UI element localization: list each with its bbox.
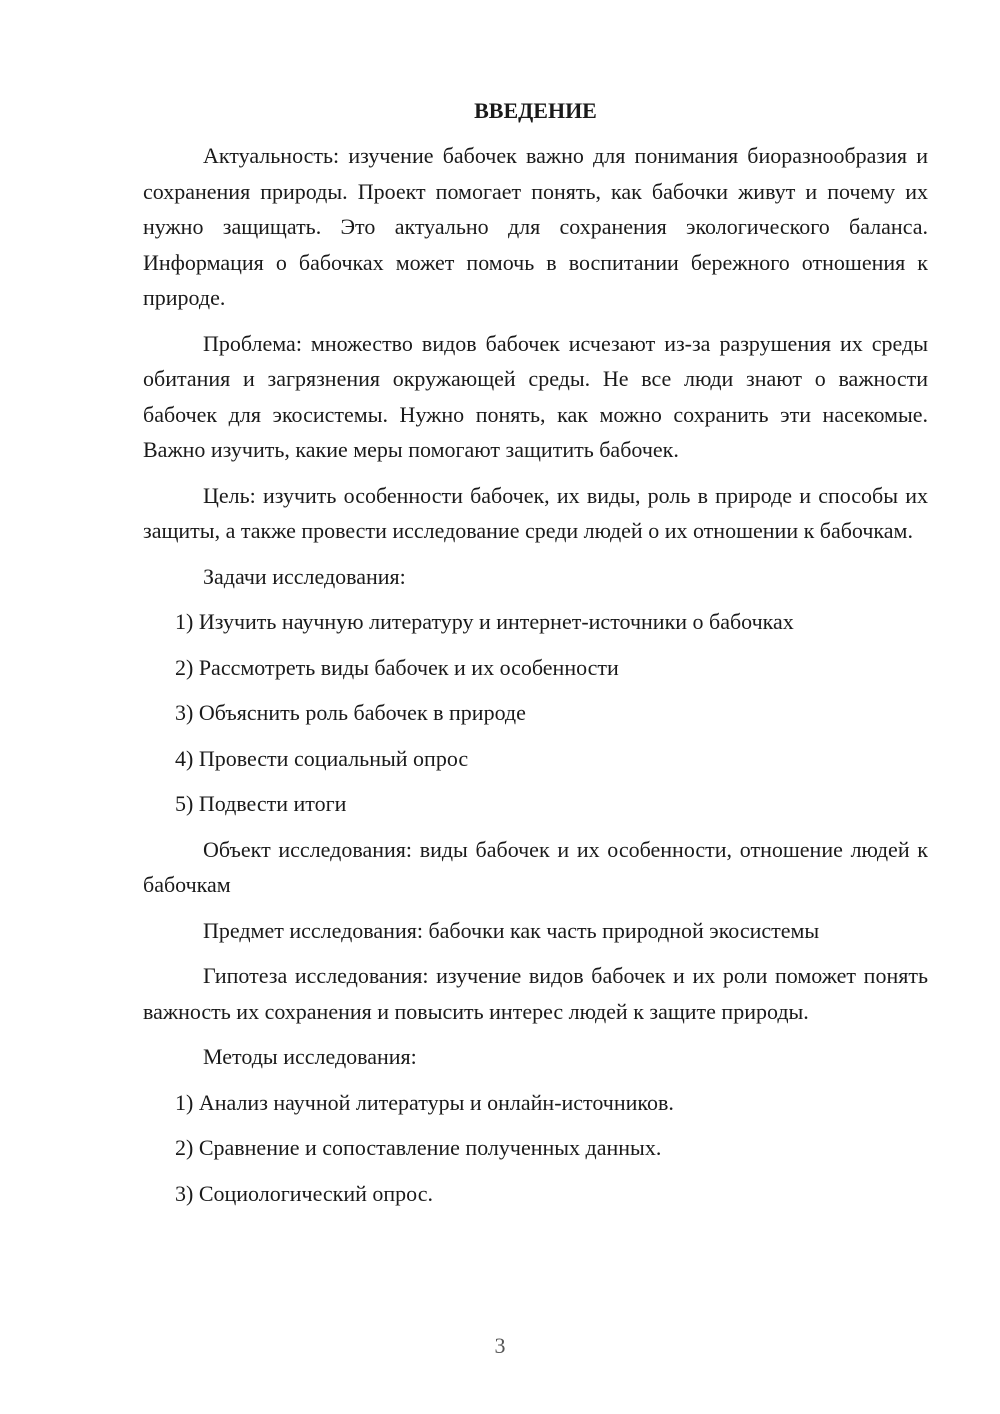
hypothesis-paragraph: Гипотеза исследования: изучение видов бабочек и их роли поможет понять важность их сохранения и повысить интерес людей к защите природы. — [143, 963, 928, 1024]
list-item: 5) Подвести итоги — [175, 791, 347, 816]
tasks-list — [143, 604, 928, 822]
list-item: 2) Рассмотреть виды бабочек и их особенности — [175, 654, 619, 680]
relevance-paragraph: Актуальность: изучение бабочек важно для понимания биоразнообразия и сохранения природы. Проект помогает понять, как бабочки живут и почему их нужно защищать. Это актуально для сохранения экологического баланса. Информация о бабочках может помочь в воспитании бережного отношения к природе. — [143, 143, 928, 310]
problem-paragraph: Проблема: множество видов бабочек исчезают из-за разрушения их среды обитания и загрязнения окружающей среды. Не все люди знают о важности бабочек для экосистемы. Нужно понять, как можно сохранить эти насекомые. Важно изучить, какие меры помогают защитить бабочек. — [143, 330, 928, 462]
list-item: 2) Сравнение и сопоставление полученных данных. — [175, 1135, 662, 1160]
goal-paragraph: Цель: изучить особенности бабочек, их виды, роль в природе и способы их защиты, а также провести исследование среди людей о их отношении к бабочкам. — [143, 482, 928, 543]
page-number: 3 — [494, 1333, 506, 1358]
page-content — [143, 95, 928, 1221]
list-item: 3) Социологический опрос. — [175, 1180, 433, 1206]
list-item: 4) Провести социальный опрос — [175, 745, 469, 771]
subject-paragraph: Предмет исследования: бабочки как часть природной экосистемы — [203, 917, 820, 943]
section-title: ВВЕДЕНИЕ — [474, 98, 597, 123]
object-paragraph: Объект исследования: виды бабочек и их особенности, отношение людей к бабочкам — [143, 836, 928, 897]
methods-list — [143, 1085, 928, 1212]
list-item: 3) Объяснить роль бабочек в природе — [175, 700, 526, 725]
list-item: 1) Изучить научную литературу и интернет-источники о бабочках — [175, 609, 794, 634]
list-item: 1) Анализ научной литературы и онлайн-источников. — [175, 1089, 674, 1115]
tasks-label: Задачи исследования: — [203, 563, 406, 589]
methods-label: Методы исследования: — [203, 1044, 417, 1069]
